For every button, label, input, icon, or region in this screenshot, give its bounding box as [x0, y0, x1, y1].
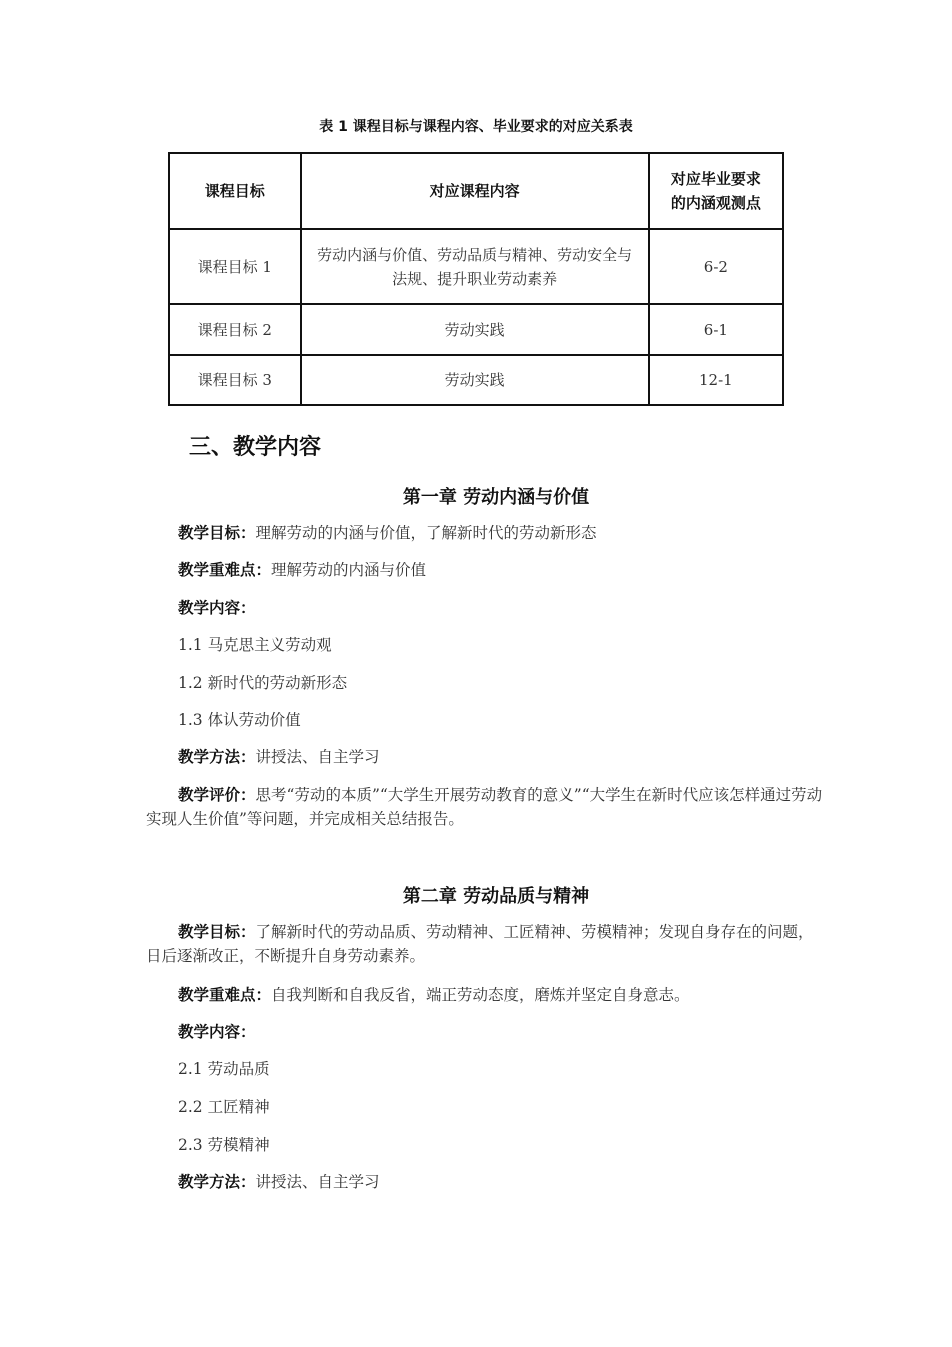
cell-goal: 课程目标 3 — [169, 355, 301, 405]
ch1-method-line — [178, 745, 380, 767]
table-row — [169, 229, 783, 304]
ch2-goal-label: 教学目标： — [178, 923, 256, 941]
cell-goal: 课程目标 2 — [169, 304, 301, 355]
cell-content-line1: 劳动内涵与价值、劳动品质与精神、劳动安全与 — [317, 245, 633, 264]
ch1-key-label: 教学重难点： — [178, 561, 272, 579]
ch1-method-text: 讲授法、自主学习 — [255, 748, 380, 766]
ch1-eval-label: 教学评价： — [178, 786, 256, 804]
course-goal-table — [168, 152, 784, 406]
ch2-content-line — [178, 1020, 256, 1042]
ch1-content-line — [178, 596, 256, 618]
ch2-item: 2.3 劳模精神 — [178, 1136, 270, 1154]
table-caption: 表 1 课程目标与课程内容、毕业要求的对应关系表 — [319, 119, 633, 135]
cell-content: 劳动实践 — [301, 304, 649, 355]
ch2-method-line — [178, 1170, 380, 1192]
section-title: 三、教学内容 — [189, 435, 322, 460]
chapter-2-title: 第二章 劳动品质与精神 — [402, 886, 590, 907]
ch1-goal-text: 理解劳动的内涵与价值，了解新时代的劳动新形态 — [255, 524, 597, 542]
ch1-goal-label: 教学目标： — [178, 524, 256, 542]
cell-content-line2: 法规、提升职业劳动素养 — [392, 269, 558, 288]
ch2-item: 2.2 工匠精神 — [178, 1098, 270, 1116]
header-requirement-line2: 的内涵观测点 — [670, 194, 761, 212]
ch2-content-label: 教学内容： — [178, 1023, 256, 1041]
ch2-method-text: 讲授法、自主学习 — [255, 1173, 380, 1191]
cell-goal: 课程目标 1 — [169, 229, 301, 304]
ch1-key-text: 理解劳动的内涵与价值 — [271, 561, 427, 579]
table-header-row — [169, 153, 783, 229]
cell-content — [301, 229, 649, 304]
ch2-goal-text: 了解新时代的劳动品质、劳动精神、工匠精神、劳模精神；发现自身存在的问题，日后逐渐改正，不断提升自身劳动素养。 — [146, 923, 814, 965]
ch1-item: 1.3 体认劳动价值 — [178, 711, 301, 729]
ch1-method-label: 教学方法： — [178, 748, 256, 766]
cell-content: 劳动实践 — [301, 355, 649, 405]
table-row — [169, 304, 783, 355]
cell-requirement: 6-1 — [649, 304, 783, 355]
chapter-1-title: 第一章 劳动内涵与价值 — [402, 487, 590, 508]
ch2-item: 2.1 劳动品质 — [178, 1060, 270, 1078]
ch1-item: 1.2 新时代的劳动新形态 — [178, 674, 348, 692]
ch2-key-line — [178, 983, 690, 1005]
ch1-goal-line — [178, 521, 597, 543]
header-requirement-line1: 对应毕业要求 — [670, 170, 761, 188]
ch1-eval-paragraph — [146, 783, 826, 831]
ch2-key-label: 教学重难点： — [178, 986, 272, 1004]
header-requirement — [649, 153, 783, 229]
ch1-content-label: 教学内容： — [178, 599, 256, 617]
ch2-method-label: 教学方法： — [178, 1173, 256, 1191]
ch1-eval-text: 思考“劳动的本质”“大学生开展劳动教育的意义”“大学生在新时代应该怎样通过劳动实现人生价值”等问题，并完成相关总结报告。 — [146, 786, 823, 828]
ch2-goal-paragraph — [146, 920, 826, 968]
table-row — [169, 355, 783, 405]
header-content: 对应课程内容 — [301, 153, 649, 229]
cell-requirement: 12-1 — [649, 355, 783, 405]
ch1-item: 1.1 马克思主义劳动观 — [178, 636, 332, 654]
cell-requirement: 6-2 — [649, 229, 783, 304]
header-goal: 课程目标 — [169, 153, 301, 229]
ch2-key-text: 自我判断和自我反省，端正劳动态度，磨炼并坚定自身意志。 — [271, 986, 690, 1004]
ch1-key-line — [178, 558, 426, 580]
